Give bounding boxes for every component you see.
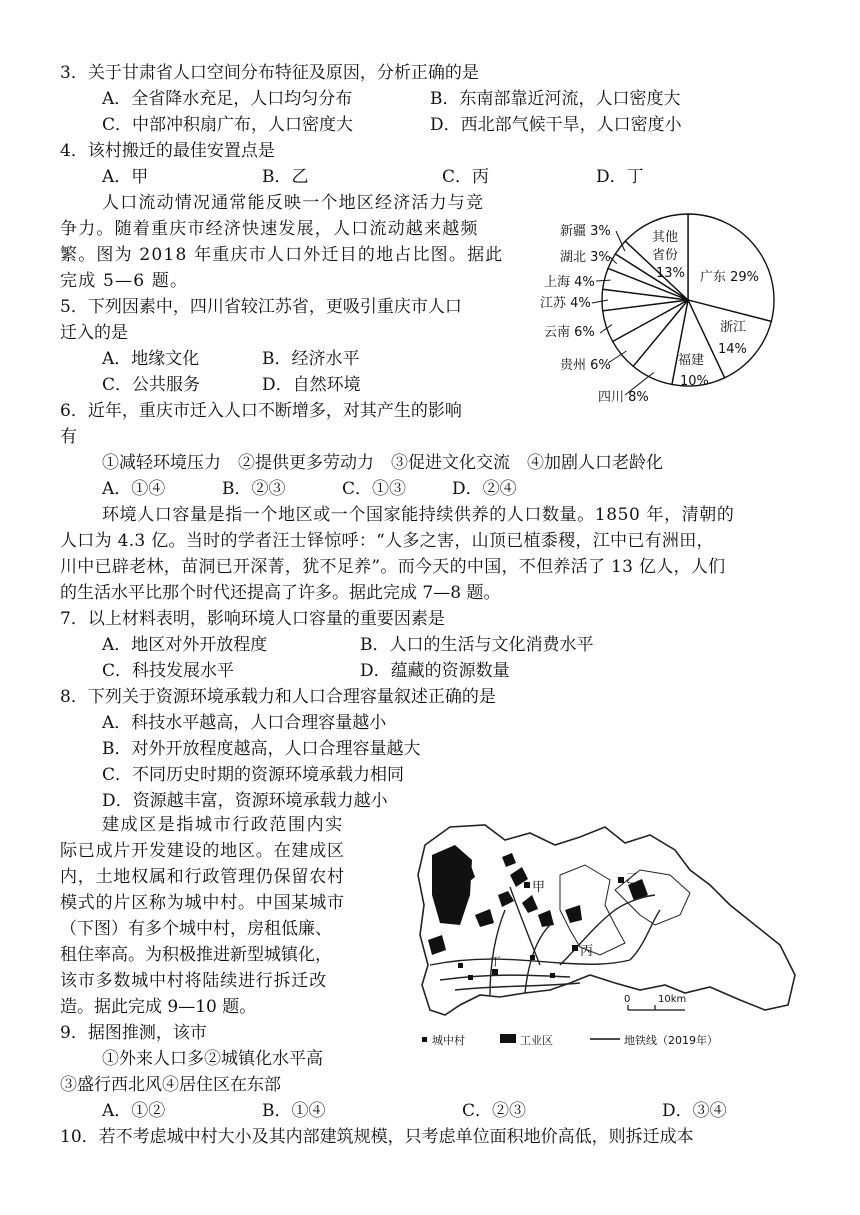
q7-option-b: B．人口的生活与文化消费水平 [360, 635, 594, 655]
q4-option-a: A．甲 [102, 167, 149, 187]
urban-village [530, 955, 535, 960]
q3-option-b: B．东南部靠近河流，人口密度大 [430, 89, 681, 109]
intro-5-6-line2: 争力。随着重庆市经济快速发展，人口流动越来越频 [60, 219, 479, 239]
intro-9-10-line1: 建成区是指城市行政范围内实 [102, 815, 344, 835]
intro-7-8-line1: 环境人口容量是指一个地区或一个国家能持续供养的人口数量。1850 年，清朝的 [102, 505, 735, 525]
q8-option-a: A．科技水平越高，人口合理容量越小 [102, 713, 387, 733]
q9-option-c: C．②③ [462, 1101, 527, 1121]
urban-village-ding [492, 969, 498, 975]
label-xinjiang: 新疆 3% [560, 224, 611, 239]
q9-items-line2: ③盛行西北风④居住区在东部 [60, 1075, 281, 1095]
q5-option-c: C．公共服务 [102, 375, 201, 395]
label-yunnan: 云南 6% [544, 325, 595, 340]
intro-9-10-line3: 内，土地权属和行政管理仍保留农村 [60, 867, 345, 887]
q3-stem: 3．关于甘肃省人口空间分布特征及原因，分析正确的是 [60, 63, 479, 83]
label-other-2: 省份 [652, 248, 679, 263]
q7-option-d: D．蕴藏的资源数量 [360, 661, 510, 681]
label-zhejiang-value: 14% [718, 342, 747, 357]
q3-option-c: C．中部冲积扇广布，人口密度大 [102, 115, 354, 135]
city-map [410, 815, 805, 1055]
q5-option-a: A．地缘文化 [102, 349, 200, 369]
q5-stem-line2: 迁入的是 [60, 323, 128, 343]
industrial-zone [502, 853, 516, 867]
label-sichuan: 四川 8% [598, 390, 649, 405]
legend-village-icon [422, 1037, 427, 1042]
q8-stem: 8．下列关于资源环境承载力和人口合理容量叙述正确的是 [60, 687, 496, 707]
q3-option-d: D．西北部气候干旱，人口密度小 [430, 115, 682, 135]
scale-ten: 10km [658, 994, 687, 1005]
q3-option-a: A．全省降水充足，人口均匀分布 [102, 89, 353, 109]
legend-metro: 地铁线（2019年） [624, 1034, 718, 1047]
industrial-zone [565, 905, 582, 923]
intro-9-10-line4: 模式的片区称为城中村。中国某城市 [60, 893, 345, 913]
q6-items: ①减轻环境压力 ②提供更多劳动力 ③促进文化交流 ④加剧人口老龄化 [102, 453, 663, 473]
label-shanghai: 上海 4% [544, 275, 595, 290]
intro-7-8-line3: 川中已辟老林，苗洞已开深菁，犹不足养”。而今天的中国，不但养活了 13 亿人，人们 [60, 557, 726, 577]
industrial-zone [475, 909, 494, 927]
label-jiangsu: 江苏 4% [540, 296, 591, 311]
industrial-zone [522, 895, 538, 913]
q6-option-d: D．②④ [452, 479, 517, 499]
industrial-zone [432, 845, 472, 925]
q9-option-b: B．①④ [262, 1101, 326, 1121]
scale-zero: 0 [624, 994, 631, 1005]
q8-option-c: C．不同历史时期的资源环境承载力相同 [102, 765, 405, 785]
label-fujian-value: 10% [680, 374, 709, 389]
label-fujian: 福建 [678, 353, 705, 368]
q9-stem: 9．据图推测，该市 [60, 1023, 207, 1043]
map-label-yi: 乙 [626, 872, 640, 887]
q5-stem-line1: 5．下列因素中，四川省较江苏省，更吸引重庆市人口 [60, 297, 462, 317]
intro-5-6-line4: 完成 5—6 题。 [60, 271, 189, 291]
intro-9-10-line6: 租住率高。为积极推进新型城镇化， [60, 945, 332, 965]
map-label-jia: 甲 [532, 880, 546, 895]
q4-option-b: B．乙 [262, 167, 309, 187]
q6-stem-line1: 6．近年，重庆市迁入人口不断增多，对其产生的影响 [60, 401, 462, 421]
label-zhejiang: 浙江 [720, 320, 747, 335]
q7-stem: 7．以上材料表明，影响环境人口容量的重要因素是 [60, 609, 445, 629]
label-guizhou: 贵州 6% [560, 358, 611, 373]
urban-village [550, 973, 555, 978]
q8-option-b: B．对外开放程度越高，人口合理容量越大 [102, 739, 421, 759]
q7-option-a: A．地区对外开放程度 [102, 635, 268, 655]
q10-stem: 10．若不考虑城中村大小及其内部建筑规模，只考虑单位面积地价高低，则拆迁成本 [60, 1127, 694, 1147]
label-other-value: 13% [656, 266, 685, 281]
urban-village-bing [572, 945, 578, 951]
map-label-bing: 丙 [580, 944, 594, 959]
metro-line [510, 887, 540, 965]
map-label-ding: 丁 [490, 955, 501, 968]
q5-option-d: D．自然环境 [262, 375, 361, 395]
legend-industry: 工业区 [520, 1034, 553, 1047]
q5-option-b: B．经济水平 [262, 349, 360, 369]
legend-village: 城中村 [432, 1034, 465, 1047]
q4-option-d: D．丁 [596, 167, 644, 187]
intro-5-6-line1: 人口流动情况通常能反映一个地区经济活力与竞 [102, 193, 485, 213]
industrial-zone [538, 910, 554, 927]
label-hubei: 湖北 3% [560, 250, 611, 265]
pie-chart [530, 205, 830, 415]
intro-7-8-line2: 人口为 4.3 亿。当时的学者汪士铎惊呼：“人多之害，山顶已植黍稷，江中已有洲田， [60, 531, 714, 551]
q6-option-b: B．②③ [222, 479, 286, 499]
q9-option-a: A．①② [102, 1101, 166, 1121]
intro-7-8-line4: 的生活水平比那个时代还提高了许多。据此完成 7—8 题。 [60, 583, 501, 603]
urban-village [458, 963, 463, 968]
intro-9-10-line7: 该市多数城中村将陆续进行拆迁改 [60, 971, 327, 991]
q6-stem-line2: 有 [60, 427, 77, 447]
intro-9-10-line8: 造。据此完成 9—10 题。 [60, 997, 257, 1017]
label-guangdong: 广东 29% [700, 270, 760, 285]
intro-9-10-line2: 际已成片开发建设的地区。在建成区 [60, 841, 345, 861]
q4-stem: 4．该村搬迁的最佳安置点是 [60, 141, 275, 161]
q7-option-c: C．科技发展水平 [102, 661, 235, 681]
metro-line [560, 895, 655, 965]
city-boundary [418, 825, 795, 1015]
urban-village [468, 975, 473, 980]
intro-9-10-line5: （下图）有多个城中村，房租低廉、 [60, 919, 332, 939]
q9-option-d: D．③④ [662, 1101, 727, 1121]
industrial-zone [428, 935, 446, 955]
intro-5-6-line3: 繁。图为 2018 年重庆市人口外迁目的地占比图。据此 [60, 245, 504, 265]
q8-option-d: D．资源越丰富，资源环境承载力越小 [102, 791, 388, 811]
label-other-1: 其他 [652, 230, 679, 245]
urban-village-jia [524, 882, 530, 888]
q6-option-a: A．①④ [102, 479, 166, 499]
legend-industry-icon [500, 1034, 516, 1043]
q6-option-c: C．①③ [342, 479, 407, 499]
urban-village-yi [618, 877, 624, 883]
q4-option-c: C．丙 [442, 167, 490, 187]
metro-line [630, 910, 660, 960]
q9-items-line1: ①外来人口多②城镇化水平高 [102, 1049, 323, 1069]
